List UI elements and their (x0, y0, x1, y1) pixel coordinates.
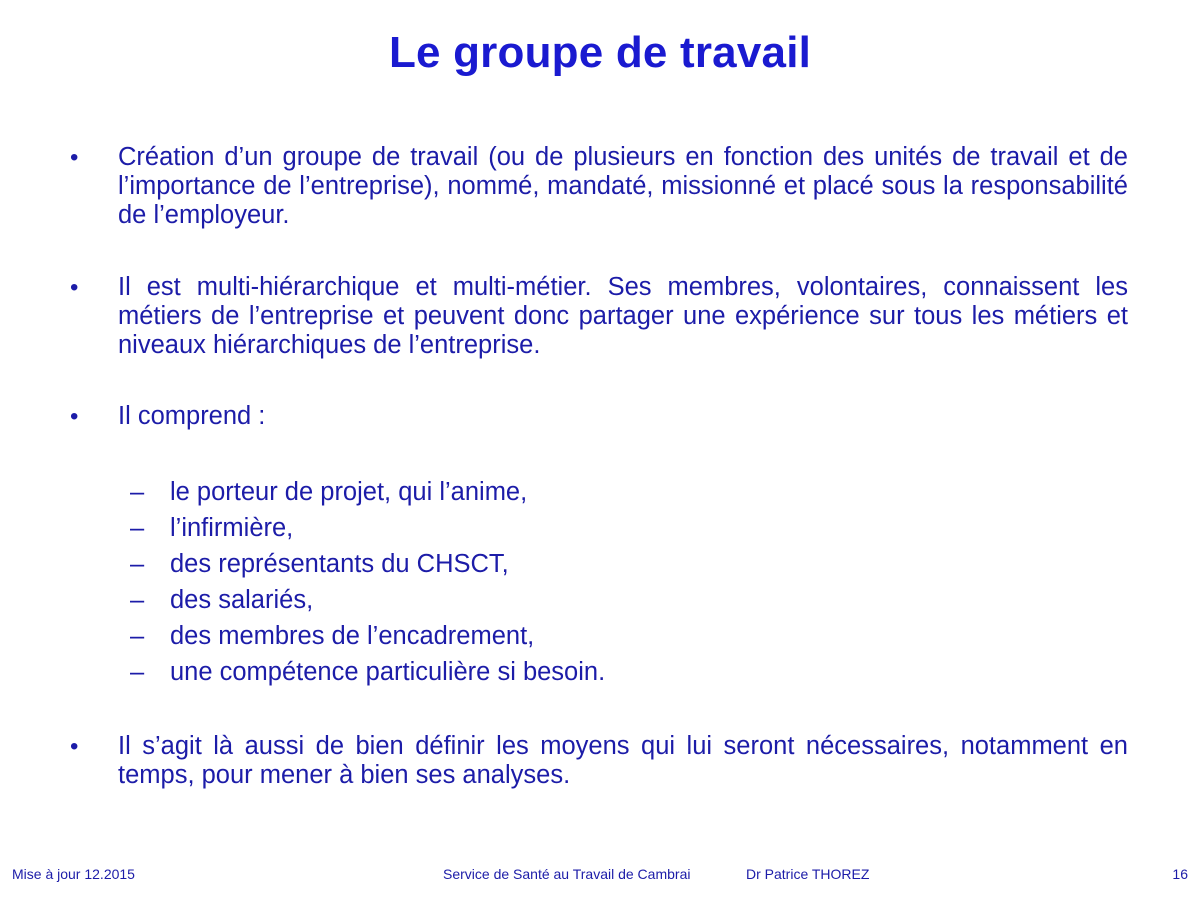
slide-title: Le groupe de travail (388, 28, 812, 77)
slide-content (70, 143, 1128, 790)
sub-list-item (130, 546, 1128, 582)
dash-icon: – (130, 550, 145, 578)
footer-update-date: Mise à jour 12.2015 (12, 866, 135, 882)
sub-list-text: le porteur de projet, qui l’anime, (170, 478, 528, 506)
bullet-item (70, 273, 1128, 360)
sub-list-text: des membres de l’encadrement, (170, 622, 535, 650)
footer-service-name: Service de Santé au Travail de Cambrai (443, 866, 691, 882)
sub-list-item (130, 654, 1128, 690)
sub-list-text: des salariés, (170, 586, 314, 614)
bullet-text: Création d’un groupe de travail (ou de plusieurs en fonction des unités de travail et de l’importance de l’entreprise), nommé, mandaté, missionné et placé sous la responsabilité de l’employeur. (118, 143, 1128, 229)
footer-author: Dr Patrice THOREZ (746, 866, 870, 882)
bullet-icon: • (70, 733, 79, 760)
bullet-icon: • (70, 274, 79, 301)
bullet-text: Il comprend : (118, 402, 266, 430)
dash-icon: – (130, 658, 145, 686)
sub-list-item (130, 618, 1128, 654)
sub-list-item (130, 582, 1128, 618)
bullet-icon: • (70, 403, 79, 430)
bullet-item (70, 402, 1128, 431)
sub-list-item (130, 474, 1128, 510)
sub-list-item (130, 510, 1128, 546)
dash-icon: – (130, 478, 145, 506)
sub-list-text: des représentants du CHSCT, (170, 550, 509, 578)
dash-icon: – (130, 586, 145, 614)
bullet-item (70, 732, 1128, 790)
bullet-text: Il est multi-hiérarchique et multi-métier. Ses membres, volontaires, connaissent les métiers de l’entreprise et peuvent donc partager une expérience sur tous les métiers et niveaux hiérarchiques de l’entreprise. (118, 273, 1128, 359)
bullet-item (70, 143, 1128, 230)
bullet-text: Il s’agit là aussi de bien définir les moyens qui lui seront nécessaires, notamment en temps, pour mener à bien ses analyses. (118, 732, 1128, 789)
bullet-icon: • (70, 144, 79, 171)
sub-list-text: l’infirmière, (170, 514, 294, 542)
dash-icon: – (130, 514, 145, 542)
footer-page-number: 16 (1172, 866, 1188, 882)
dash-icon: – (130, 622, 145, 650)
sub-list-text: une compétence particulière si besoin. (170, 658, 606, 686)
sub-list (130, 474, 1128, 690)
